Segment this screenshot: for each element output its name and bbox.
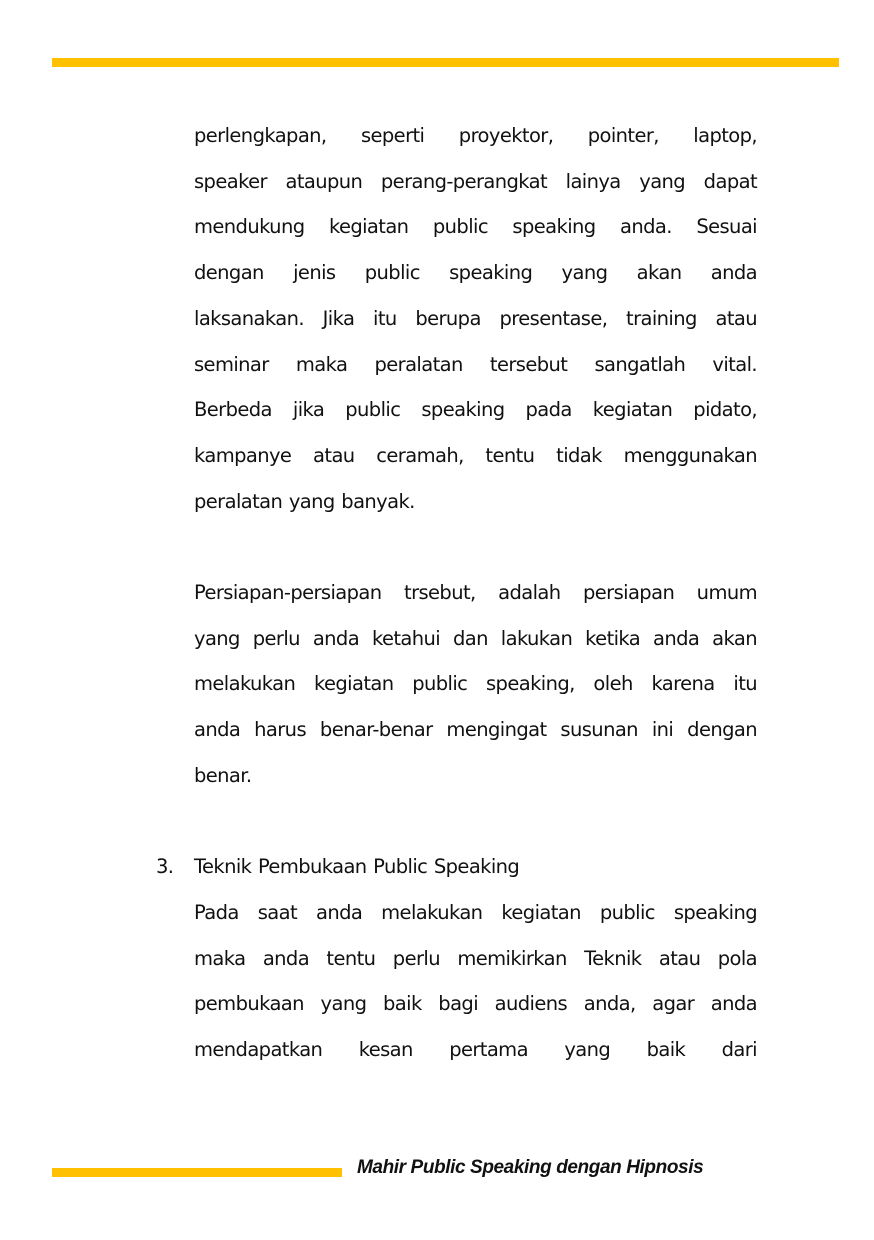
text-line: Pada saat anda melakukan kegiatan public speaking [194,900,757,924]
page-body [156,113,757,1073]
text-line: peralatan yang banyak. [194,489,415,513]
text-line: dengan jenis public speaking yang akan anda [194,261,757,285]
text-line: speaker ataupun perang-perangkat lainya yang dapat [194,169,757,193]
text-line: yang perlu anda ketahui dan lakukan ketika anda akan [194,626,757,650]
footer-accent-rule [52,1168,342,1177]
paragraph-equipment [194,113,757,524]
text-line: maka anda tentu perlu memikirkan Teknik atau pola [194,946,757,970]
section-opening-technique [156,844,757,1073]
text-line: Berbeda jika public speaking pada kegiatan pidato, [194,398,757,422]
paragraph-preparation-summary [194,570,757,799]
section-heading: Teknik Pembukaan Public Speaking [194,855,520,879]
footer-book-title: Mahir Public Speaking dengan Hipnosis [357,1157,704,1178]
text-line: anda harus benar-benar mengingat susunan ini dengan [194,718,757,742]
list-number: 3. [156,855,174,879]
text-line: pembukaan yang baik bagi audiens anda, agar anda [194,992,757,1016]
text-line: seminar maka peralatan tersebut sangatlah vital. [194,352,757,376]
text-line: perlengkapan, seperti proyektor, pointer, laptop, [194,124,757,147]
paragraph-spacer [194,799,757,845]
paragraph-spacer [194,524,757,570]
text-line: mendapatkan kesan pertama yang baik dari [194,1038,757,1062]
text-line: kampanye atau ceramah, tentu tidak menggunakan [194,443,757,467]
text-line: benar. [194,763,252,787]
text-line: laksanakan. Jika itu berupa presentase, training atau [194,306,757,330]
text-line: mendukung kegiatan public speaking anda. Sesuai [194,215,757,239]
text-line: Persiapan-persiapan trsebut, adalah persiapan umum [194,581,757,605]
header-accent-rule [52,58,839,67]
text-line: melakukan kegiatan public speaking, oleh karena itu [194,672,757,696]
